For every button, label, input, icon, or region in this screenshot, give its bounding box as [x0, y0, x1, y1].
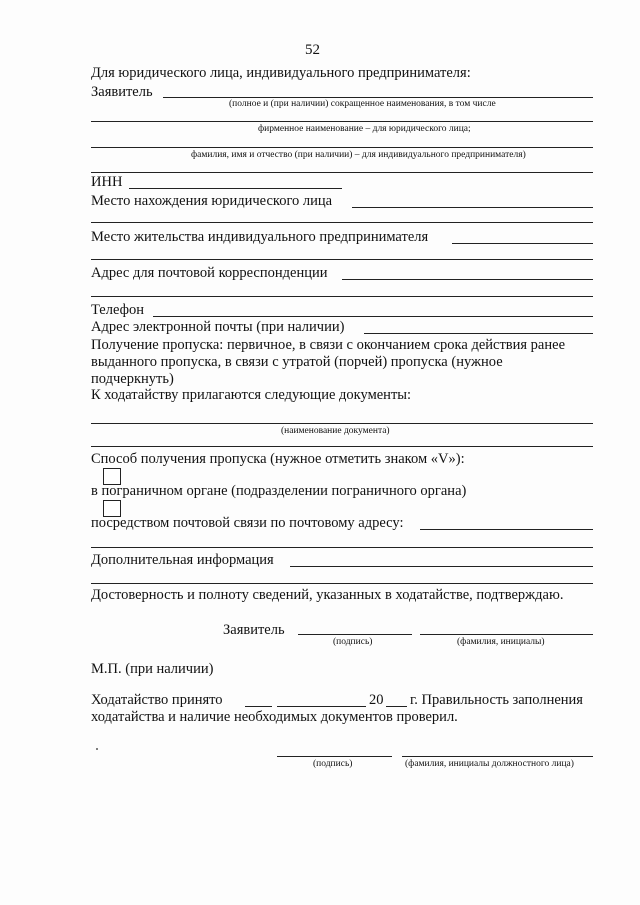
- postal-address-field[interactable]: [342, 279, 593, 280]
- acceptance-start: Ходатайство принято: [91, 692, 223, 708]
- email-label: Адрес электронной почты (при наличии): [91, 319, 345, 335]
- applicant-signature-field[interactable]: [298, 634, 412, 635]
- hint-full-name: (полное и (при наличии) сокращенное наименования, в том числе: [229, 99, 496, 109]
- postal-address-field-2[interactable]: [91, 296, 593, 297]
- official-initials-field[interactable]: [402, 756, 593, 757]
- applicant-name-field[interactable]: [163, 97, 593, 98]
- legal-address-field-2[interactable]: [91, 222, 593, 223]
- ip-residence-field-2[interactable]: [91, 259, 593, 260]
- pass-type-line-1: Получение пропуска: первичное, в связи с окончанием срока действия ранее: [91, 337, 566, 353]
- applicant-name-field-3[interactable]: [91, 147, 593, 148]
- ip-residence-field[interactable]: [452, 243, 593, 244]
- pass-type-line-2: выданного пропуска, в связи с утратой (порчей) пропуска (нужное: [91, 354, 503, 370]
- option-border-office: в пограничном органе (подразделении пограничного органа): [91, 483, 467, 499]
- applicant-name-field-4[interactable]: [91, 172, 593, 173]
- documents-label: К ходатайству прилагаются следующие документы:: [91, 387, 412, 403]
- applicant-label: Заявитель: [91, 84, 153, 100]
- legal-address-field[interactable]: [352, 207, 593, 208]
- post-address-field[interactable]: [420, 529, 593, 530]
- hint-surname-initials: (фамилия, инициалы): [457, 637, 545, 647]
- ip-residence-label: Место жительства индивидуального предпринимателя: [91, 229, 429, 245]
- pass-type-line-3: подчеркнуть): [91, 371, 174, 387]
- acceptance-month-field[interactable]: [277, 706, 366, 707]
- inn-field[interactable]: [129, 188, 342, 189]
- legal-address-label: Место нахождения юридического лица: [91, 193, 333, 209]
- documents-field-2[interactable]: [91, 446, 593, 447]
- page-number: 52: [305, 42, 320, 58]
- acceptance-year-field[interactable]: [386, 706, 407, 707]
- acceptance-end: г. Правильность заполнения: [410, 692, 583, 708]
- applicant-initials-field[interactable]: [420, 634, 593, 635]
- hint-signature: (подпись): [333, 637, 373, 647]
- applicant-sign-label: Заявитель: [223, 622, 285, 638]
- documents-field[interactable]: [91, 423, 593, 424]
- additional-info-field-2[interactable]: [91, 583, 593, 584]
- confirm-text: Достоверность и полноту сведений, указанных в ходатайстве, подтверждаю.: [91, 587, 564, 603]
- hint-brand-name: фирменное наименование – для юридического лица;: [258, 124, 471, 134]
- hint-signature-official: (подпись): [313, 759, 353, 769]
- form-heading: Для юридического лица, индивидуального предпринимателя:: [91, 65, 471, 81]
- receive-method-label: Способ получения пропуска (нужное отметить знаком «V»):: [91, 451, 465, 467]
- additional-info-field[interactable]: [290, 566, 593, 567]
- applicant-name-field-2[interactable]: [91, 121, 593, 122]
- hint-fio: фамилия, имя и отчество (при наличии) – для индивидуального предпринимателя): [191, 150, 526, 160]
- postal-address-label: Адрес для почтовой корреспонденции: [91, 265, 328, 281]
- acceptance-line-2: ходатайства и наличие необходимых документов проверил.: [91, 709, 458, 725]
- scan-dot: [96, 748, 98, 750]
- acceptance-day-field[interactable]: [245, 706, 272, 707]
- additional-info-label: Дополнительная информация: [91, 552, 274, 568]
- phone-field[interactable]: [153, 316, 593, 317]
- option-post: посредством почтовой связи по почтовому адресу:: [91, 515, 404, 531]
- inn-label: ИНН: [91, 174, 123, 190]
- hint-official-initials: (фамилия, инициалы должностного лица): [405, 759, 574, 769]
- official-signature-field[interactable]: [277, 756, 392, 757]
- hint-document-name: (наименование документа): [281, 426, 390, 436]
- acceptance-year-prefix: 20: [369, 692, 384, 708]
- post-address-field-2[interactable]: [91, 547, 593, 548]
- phone-label: Телефон: [91, 302, 144, 318]
- email-field[interactable]: [364, 333, 593, 334]
- stamp-label: М.П. (при наличии): [91, 661, 214, 677]
